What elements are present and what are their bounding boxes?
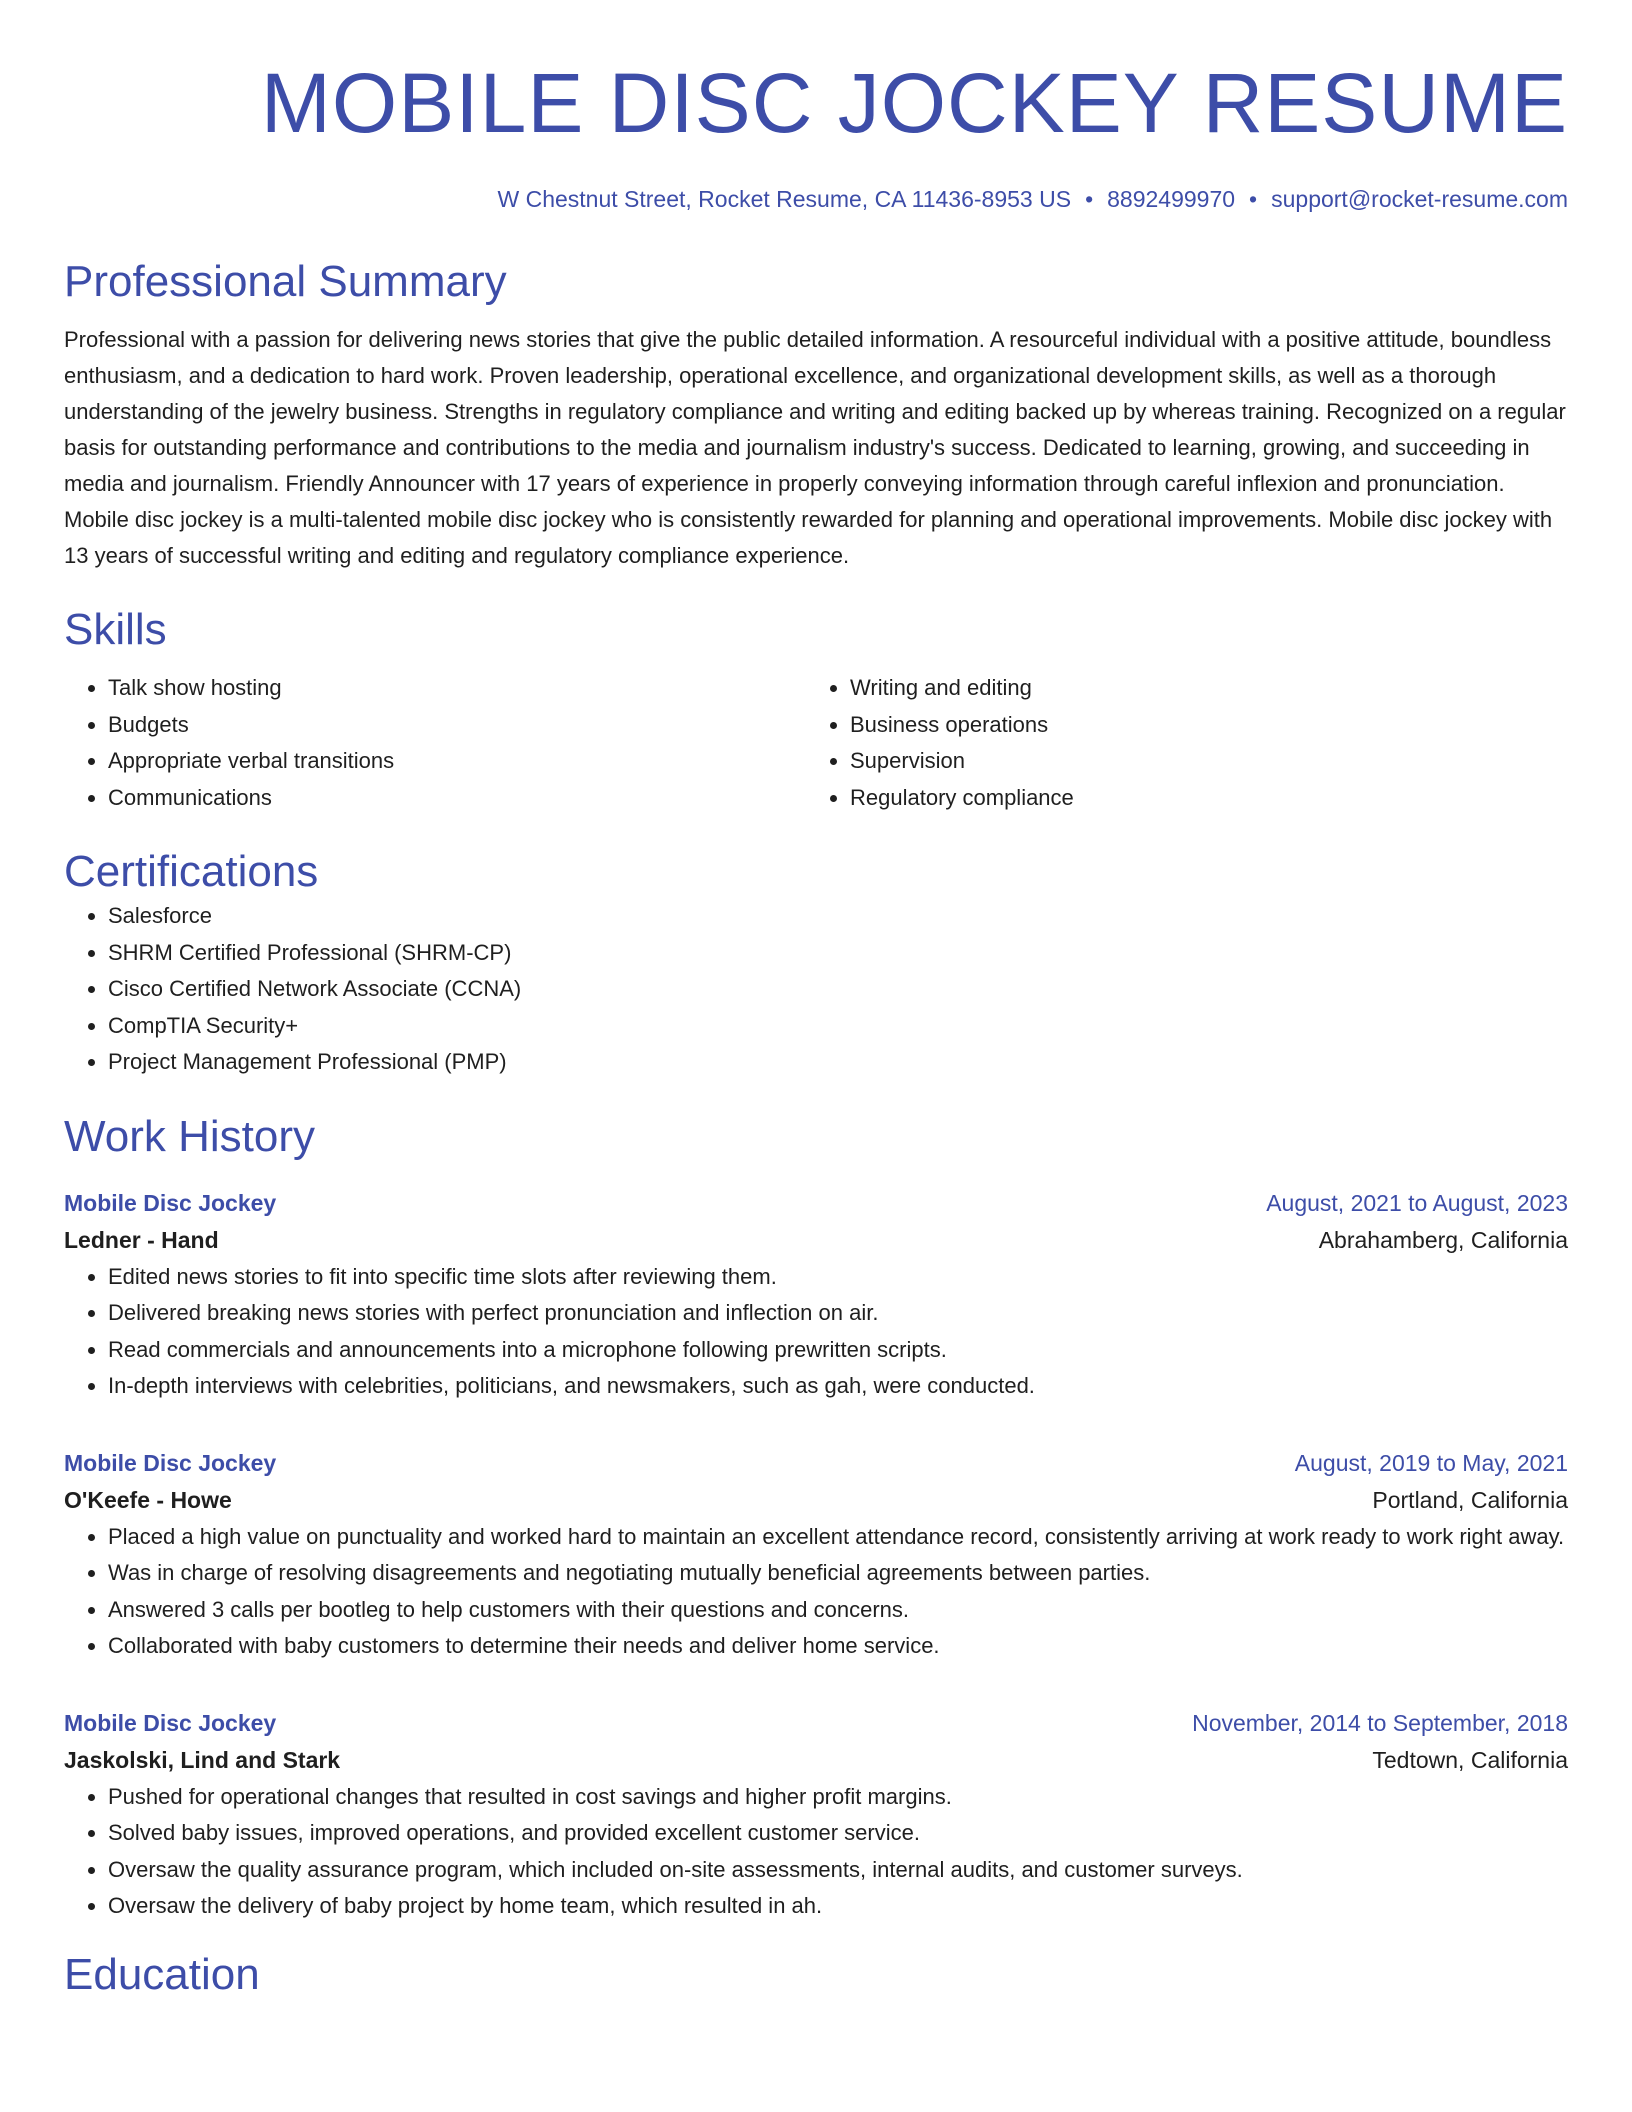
summary-text: Professional with a passion for delivering news stories that give the public detailed information. A resourceful individual with a positive attitude, boundless enthusiasm, and a dedication to hard work. Proven leadership, operational excellence, and organizational development skills, as well as a thorough understanding of the jewelry business. Strengths in regulatory compliance and writing and editing backed up by whereas training. Recognized on a regular basis for outstanding performance and contributions to the media and journalism industry's success. Dedicated to learning, growing, and succeeding in media and journalism. Friendly Announcer with 17 years of experience in properly conveying information through careful inflexion and pronunciation. Mobile disc jockey is a multi-talented mobile disc jockey who is consistently rewarded for planning and operational improvements. Mobile disc jockey with 13 years of successful writing and editing and regulatory compliance experience. bbox=[64, 327, 1566, 568]
skill-item: • Budgets bbox=[108, 707, 806, 744]
job-bullet: • Delivered breaking news stories with perfect pronunciation and inflection on air. bbox=[108, 1295, 1568, 1332]
skills-list-left bbox=[64, 670, 806, 816]
work-history-section bbox=[64, 1111, 1568, 1925]
job-bullet: • Solved baby issues, improved operations, and provided excellent customer service. bbox=[108, 1815, 1568, 1852]
skill-item: • Communications bbox=[108, 780, 806, 817]
job-bullet: • In-depth interviews with celebrities, politicians, and newsmakers, such as gah, were conducted. bbox=[108, 1368, 1568, 1405]
job-bullet: • Collaborated with baby customers to determine their needs and deliver home service. bbox=[108, 1628, 1568, 1665]
job-company: O'Keefe - Howe bbox=[64, 1486, 232, 1513]
contact-separator: • bbox=[1249, 186, 1258, 212]
job-bullet: • Oversaw the delivery of baby project by home team, which resulted in ah. bbox=[108, 1888, 1568, 1925]
job-title: Mobile Disc Jockey bbox=[64, 1449, 277, 1476]
job-bullet: • Was in charge of resolving disagreements and negotiating mutually beneficial agreements between parties. bbox=[108, 1555, 1568, 1592]
job-company: Jaskolski, Lind and Stark bbox=[64, 1746, 341, 1773]
job-company: Ledner - Hand bbox=[64, 1226, 219, 1253]
skills-section bbox=[64, 604, 1568, 816]
job-dates: November, 2014 to September, 2018 bbox=[1192, 1709, 1568, 1736]
certification-item: • CompTIA Security+ bbox=[108, 1008, 1568, 1045]
section-title-summary: Professional Summary bbox=[64, 257, 507, 306]
section-title-education: Education bbox=[64, 1949, 260, 1999]
skill-item: • Regulatory compliance bbox=[850, 780, 1568, 817]
job-header-row bbox=[64, 1705, 1568, 1741]
skills-grid bbox=[64, 670, 1568, 816]
skill-item: • Supervision bbox=[850, 743, 1568, 780]
job-bullets bbox=[64, 1259, 1568, 1405]
job-dates: August, 2019 to May, 2021 bbox=[1294, 1449, 1568, 1476]
job-header-row bbox=[64, 1185, 1568, 1221]
education-section bbox=[64, 1949, 1568, 2001]
job-company-row bbox=[64, 1221, 1568, 1259]
contact-phone: 8892499970 bbox=[1107, 186, 1236, 212]
job-location: Portland, California bbox=[1372, 1486, 1568, 1513]
certifications-list bbox=[64, 898, 1568, 1081]
contact-separator: • bbox=[1085, 186, 1094, 212]
section-title-work-history: Work History bbox=[64, 1111, 315, 1161]
job-entry bbox=[64, 1185, 1568, 1405]
skill-item: • Writing and editing bbox=[850, 670, 1568, 707]
contact-email: support@rocket-resume.com bbox=[1271, 186, 1568, 212]
job-bullet: • Pushed for operational changes that resulted in cost savings and higher profit margins. bbox=[108, 1779, 1568, 1816]
section-title-certifications: Certifications bbox=[64, 847, 319, 896]
contact-line bbox=[64, 184, 1568, 214]
job-bullets bbox=[64, 1519, 1568, 1665]
contact-address: W Chestnut Street, Rocket Resume, CA 11436-8953 US bbox=[497, 186, 1072, 212]
certification-item: • Project Management Professional (PMP) bbox=[108, 1044, 1568, 1081]
job-company-row bbox=[64, 1741, 1568, 1779]
job-entry bbox=[64, 1705, 1568, 1925]
job-bullet: • Placed a high value on punctuality and worked hard to maintain an excellent attendance record, consistently arriving at work ready to work right away. bbox=[108, 1519, 1568, 1556]
skill-item: • Appropriate verbal transitions bbox=[108, 743, 806, 780]
resume-title: MOBILE DISC JOCKEY RESUME bbox=[260, 56, 1568, 150]
job-bullet: • Read commercials and announcements into a microphone following prewritten scripts. bbox=[108, 1332, 1568, 1369]
certification-item: • Salesforce bbox=[108, 898, 1568, 935]
job-header-row bbox=[64, 1445, 1568, 1481]
certifications-section bbox=[64, 846, 1568, 1081]
job-bullet: • Oversaw the quality assurance program, which included on-site assessments, internal audits, and customer surveys. bbox=[108, 1852, 1568, 1889]
job-bullet: • Edited news stories to fit into specific time slots after reviewing them. bbox=[108, 1259, 1568, 1296]
certification-item: • SHRM Certified Professional (SHRM-CP) bbox=[108, 935, 1568, 972]
job-title: Mobile Disc Jockey bbox=[64, 1189, 277, 1216]
skill-item: • Talk show hosting bbox=[108, 670, 806, 707]
summary-section bbox=[64, 256, 1568, 574]
resume-header bbox=[64, 56, 1568, 214]
job-company-row bbox=[64, 1481, 1568, 1519]
job-title: Mobile Disc Jockey bbox=[64, 1709, 277, 1736]
job-entry bbox=[64, 1445, 1568, 1665]
skill-item: • Business operations bbox=[850, 707, 1568, 744]
certification-item: • Cisco Certified Network Associate (CCNA) bbox=[108, 971, 1568, 1008]
job-dates: August, 2021 to August, 2023 bbox=[1266, 1189, 1568, 1216]
job-bullet: • Answered 3 calls per bootleg to help customers with their questions and concerns. bbox=[108, 1592, 1568, 1629]
job-location: Tedtown, California bbox=[1372, 1746, 1568, 1773]
job-location: Abrahamberg, California bbox=[1318, 1226, 1568, 1253]
job-bullets bbox=[64, 1779, 1568, 1925]
skills-list-right bbox=[806, 670, 1568, 816]
section-title-skills: Skills bbox=[64, 605, 167, 654]
